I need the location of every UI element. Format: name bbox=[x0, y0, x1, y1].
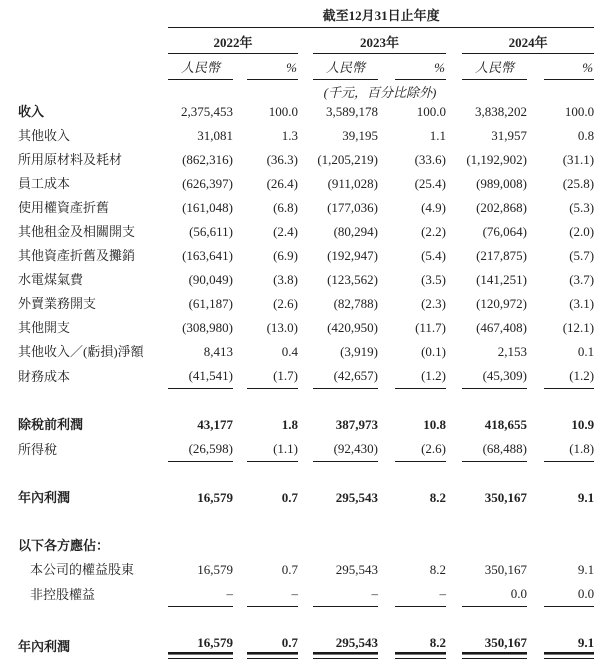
column-gap bbox=[378, 413, 395, 437]
cell-percent: 100.0 bbox=[268, 104, 298, 119]
row-label: 財務成本 bbox=[18, 368, 71, 384]
column-gap bbox=[378, 486, 395, 510]
group-gap bbox=[298, 437, 313, 462]
group-gap bbox=[446, 148, 462, 172]
column-gap bbox=[527, 316, 544, 340]
cell-amount: (92,430) bbox=[313, 437, 378, 462]
cell-amount: (82,788) bbox=[333, 296, 378, 311]
column-gap bbox=[378, 220, 395, 244]
cell-amount: (1,192,902) bbox=[466, 152, 527, 167]
cell-percent: 10.9 bbox=[571, 417, 595, 432]
column-gap bbox=[233, 220, 247, 244]
cell-percent: 9.1 bbox=[577, 562, 595, 577]
group-gap bbox=[446, 558, 462, 582]
cell-amount: 418,655 bbox=[484, 417, 527, 432]
cell-percent: (36.3) bbox=[266, 152, 298, 167]
cell-amount: – bbox=[168, 582, 233, 607]
section-spacer bbox=[18, 607, 594, 632]
cell-amount: 387,973 bbox=[335, 417, 378, 432]
cell-percent: 0.7 bbox=[247, 631, 298, 659]
cell-amount: 2,375,453 bbox=[181, 104, 233, 119]
column-gap bbox=[527, 437, 544, 462]
cell-amount: 2,153 bbox=[497, 344, 527, 359]
group-gap bbox=[298, 558, 313, 582]
group-gap bbox=[446, 124, 462, 148]
cell-percent: (6.9) bbox=[273, 248, 298, 263]
period-title: 截至12月31日止年度 bbox=[168, 8, 594, 28]
cell-percent bbox=[395, 534, 446, 558]
cell-amount: – bbox=[313, 582, 378, 607]
cell-percent: – bbox=[395, 582, 446, 607]
column-gap bbox=[233, 534, 247, 558]
cell-amount: 350,167 bbox=[484, 562, 527, 577]
cell-amount: (56,611) bbox=[189, 224, 233, 239]
group-gap bbox=[298, 196, 313, 220]
cell-amount: (1,205,219) bbox=[317, 152, 378, 167]
cell-amount: (141,251) bbox=[476, 272, 527, 287]
row-label: 使用權資產折舊 bbox=[18, 200, 110, 215]
column-gap bbox=[378, 148, 395, 172]
cell-amount: 16,579 bbox=[168, 631, 233, 659]
row-label: 其他收入／(虧損)淨額 bbox=[18, 344, 144, 359]
column-gap bbox=[378, 292, 395, 316]
column-gap bbox=[527, 100, 544, 124]
table-row bbox=[18, 534, 594, 558]
cell-amount: 295,543 bbox=[335, 490, 378, 505]
cell-amount: (41,541) bbox=[168, 364, 233, 389]
column-gap bbox=[527, 268, 544, 292]
cell-percent: 8.2 bbox=[429, 490, 446, 505]
group-gap bbox=[298, 486, 313, 510]
table-row bbox=[18, 268, 594, 292]
table-row bbox=[18, 124, 594, 148]
group-gap bbox=[298, 582, 313, 607]
column-gap bbox=[527, 364, 544, 389]
cell-percent: (26.4) bbox=[266, 176, 298, 191]
cell-percent: (0.1) bbox=[421, 344, 446, 359]
cell-percent bbox=[544, 534, 594, 558]
cell-amount: (163,641) bbox=[182, 248, 233, 263]
table-row bbox=[18, 220, 594, 244]
table-row bbox=[18, 413, 594, 437]
column-gap bbox=[378, 582, 395, 607]
cell-amount: (68,488) bbox=[462, 437, 527, 462]
column-gap bbox=[378, 437, 395, 462]
cell-percent: – bbox=[247, 582, 298, 607]
cell-percent: 1.3 bbox=[281, 128, 298, 143]
row-label: 其他資產折舊及攤銷 bbox=[18, 248, 136, 263]
table-row bbox=[18, 631, 594, 659]
cell-percent: (1.2) bbox=[395, 364, 446, 389]
column-gap bbox=[233, 100, 247, 124]
row-label: 非控股權益 bbox=[30, 586, 96, 602]
cell-amount: (80,294) bbox=[333, 224, 378, 239]
column-gap bbox=[233, 268, 247, 292]
cell-percent: (2.4) bbox=[273, 224, 298, 239]
column-gap bbox=[527, 148, 544, 172]
column-gap bbox=[233, 148, 247, 172]
section-spacer bbox=[18, 389, 594, 414]
cell-amount: 16,579 bbox=[197, 562, 233, 577]
column-gap bbox=[233, 631, 247, 659]
group-gap bbox=[446, 413, 462, 437]
group-gap bbox=[446, 631, 462, 659]
cell-percent: 8.2 bbox=[429, 562, 446, 577]
column-gap bbox=[233, 364, 247, 389]
percent-header: % bbox=[247, 54, 298, 80]
cell-percent: (1.1) bbox=[247, 437, 298, 462]
currency-header: 人民幣 bbox=[168, 54, 233, 80]
column-gap bbox=[233, 196, 247, 220]
cell-percent: (13.0) bbox=[266, 320, 298, 335]
row-label: 年內利潤 bbox=[18, 490, 71, 505]
column-gap bbox=[527, 558, 544, 582]
cell-percent: (11.7) bbox=[415, 320, 446, 335]
row-label: 以下各方應佔： bbox=[18, 538, 110, 553]
group-gap bbox=[446, 437, 462, 462]
cell-percent: (2.6) bbox=[395, 437, 446, 462]
column-gap bbox=[527, 196, 544, 220]
cell-percent: (3.7) bbox=[569, 272, 595, 287]
row-label: 外賣業務開支 bbox=[18, 296, 97, 311]
row-label: 其他租金及相關開支 bbox=[18, 224, 136, 239]
subheader-row bbox=[18, 54, 594, 80]
cell-amount: (3,919) bbox=[340, 344, 378, 359]
cell-amount: (161,048) bbox=[182, 200, 233, 215]
table-body bbox=[18, 100, 594, 659]
cell-amount: 3,838,202 bbox=[475, 104, 527, 119]
cell-amount: (42,657) bbox=[313, 364, 378, 389]
cell-amount: (61,187) bbox=[188, 296, 233, 311]
cell-percent: 100.0 bbox=[564, 104, 595, 119]
cell-percent: (5.3) bbox=[569, 200, 595, 215]
table-row bbox=[18, 172, 594, 196]
group-gap bbox=[446, 340, 462, 364]
cell-amount: 295,543 bbox=[335, 562, 378, 577]
cell-percent: (1.7) bbox=[247, 364, 298, 389]
column-gap bbox=[378, 100, 395, 124]
cell-percent: (3.1) bbox=[569, 296, 595, 311]
cell-percent: 9.1 bbox=[544, 631, 594, 659]
column-gap bbox=[527, 582, 544, 607]
cell-amount: 39,195 bbox=[342, 128, 378, 143]
group-gap bbox=[446, 316, 462, 340]
column-gap bbox=[527, 340, 544, 364]
cell-amount: 350,167 bbox=[462, 631, 527, 659]
column-gap bbox=[378, 340, 395, 364]
group-gap bbox=[298, 340, 313, 364]
column-gap bbox=[233, 292, 247, 316]
cell-amount: (911,028) bbox=[327, 176, 378, 191]
cell-amount: (177,036) bbox=[327, 200, 378, 215]
currency-header: 人民幣 bbox=[313, 54, 378, 80]
group-gap bbox=[298, 631, 313, 659]
section-spacer bbox=[18, 510, 594, 534]
table-row bbox=[18, 558, 594, 582]
cell-amount: (26,598) bbox=[168, 437, 233, 462]
row-label: 其他收入 bbox=[18, 128, 71, 143]
cell-amount: (862,316) bbox=[182, 152, 233, 167]
table-row bbox=[18, 292, 594, 316]
cell-percent: 0.4 bbox=[281, 344, 298, 359]
group-gap bbox=[446, 244, 462, 268]
cell-percent: (6.8) bbox=[273, 200, 298, 215]
financial-table bbox=[18, 8, 594, 659]
group-gap bbox=[298, 220, 313, 244]
percent-header: % bbox=[395, 54, 446, 80]
group-gap bbox=[298, 316, 313, 340]
group-gap bbox=[446, 534, 462, 558]
row-label: 員工成本 bbox=[18, 176, 71, 191]
group-gap bbox=[298, 148, 313, 172]
cell-percent: (31.1) bbox=[562, 152, 595, 167]
column-gap bbox=[378, 534, 395, 558]
cell-amount: 31,957 bbox=[491, 128, 527, 143]
column-gap bbox=[233, 316, 247, 340]
cell-amount: (120,972) bbox=[476, 296, 527, 311]
row-label: 所得稅 bbox=[18, 441, 58, 457]
group-gap bbox=[446, 364, 462, 389]
unit-note-row bbox=[18, 80, 594, 101]
column-gap bbox=[527, 486, 544, 510]
cell-amount: (308,980) bbox=[182, 320, 233, 335]
table-row bbox=[18, 244, 594, 268]
unit-note: (千元，百分比除外) bbox=[323, 85, 437, 100]
table-row bbox=[18, 340, 594, 364]
cell-percent: (25.8) bbox=[562, 176, 595, 191]
column-gap bbox=[527, 172, 544, 196]
group-gap bbox=[298, 364, 313, 389]
row-label: 收入 bbox=[18, 104, 45, 119]
table-row bbox=[18, 100, 594, 124]
column-gap bbox=[378, 631, 395, 659]
cell-amount: (467,408) bbox=[476, 320, 527, 335]
table-row bbox=[18, 437, 594, 462]
column-gap bbox=[233, 486, 247, 510]
cell-percent: (5.4) bbox=[421, 248, 446, 263]
cell-percent: (2.3) bbox=[421, 296, 446, 311]
cell-amount: (76,064) bbox=[482, 224, 527, 239]
cell-percent: (5.7) bbox=[569, 248, 595, 263]
cell-percent: (3.8) bbox=[273, 272, 298, 287]
column-gap bbox=[233, 244, 247, 268]
group-gap bbox=[446, 100, 462, 124]
cell-amount bbox=[462, 534, 527, 558]
table-row bbox=[18, 486, 594, 510]
period-title-row bbox=[18, 8, 594, 28]
column-gap bbox=[527, 220, 544, 244]
cell-amount: 31,081 bbox=[197, 128, 233, 143]
row-label: 年內利潤 bbox=[18, 638, 71, 654]
row-label: 所用原材料及耗材 bbox=[18, 152, 123, 167]
table-row bbox=[18, 582, 594, 607]
group-gap bbox=[298, 100, 313, 124]
percent-header: % bbox=[544, 54, 594, 80]
column-gap bbox=[233, 582, 247, 607]
cell-percent bbox=[247, 534, 298, 558]
group-gap bbox=[446, 172, 462, 196]
table-row bbox=[18, 316, 594, 340]
cell-percent: 8.2 bbox=[395, 631, 446, 659]
group-gap bbox=[446, 196, 462, 220]
group-gap bbox=[298, 292, 313, 316]
cell-percent: 0.0 bbox=[544, 582, 594, 607]
column-gap bbox=[378, 364, 395, 389]
group-gap bbox=[298, 413, 313, 437]
cell-percent: (1.2) bbox=[544, 364, 594, 389]
cell-percent: (4.9) bbox=[421, 200, 446, 215]
column-gap bbox=[378, 244, 395, 268]
section-spacer bbox=[18, 462, 594, 487]
cell-amount: 350,167 bbox=[484, 490, 527, 505]
row-label: 本公司的權益股東 bbox=[30, 562, 135, 577]
column-gap bbox=[378, 268, 395, 292]
group-gap bbox=[298, 534, 313, 558]
cell-percent: 100.0 bbox=[416, 104, 446, 119]
cell-amount: 0.0 bbox=[462, 582, 527, 607]
cell-percent: 1.1 bbox=[429, 128, 446, 143]
column-gap bbox=[527, 124, 544, 148]
cell-percent: (12.1) bbox=[562, 320, 595, 335]
table-header bbox=[18, 8, 594, 100]
cell-amount: (202,868) bbox=[476, 200, 527, 215]
group-gap bbox=[446, 268, 462, 292]
column-gap bbox=[233, 172, 247, 196]
year-header-row bbox=[18, 28, 594, 54]
table-row bbox=[18, 196, 594, 220]
cell-percent: (33.6) bbox=[414, 152, 446, 167]
group-gap bbox=[298, 244, 313, 268]
year-2023: 2023年 bbox=[313, 28, 446, 54]
group-gap bbox=[446, 292, 462, 316]
group-gap bbox=[298, 124, 313, 148]
cell-amount: (420,950) bbox=[327, 320, 378, 335]
cell-amount bbox=[168, 534, 233, 558]
group-gap bbox=[446, 486, 462, 510]
currency-header: 人民幣 bbox=[462, 54, 527, 80]
column-gap bbox=[233, 124, 247, 148]
cell-percent: 10.8 bbox=[423, 417, 446, 432]
cell-amount: (123,562) bbox=[327, 272, 378, 287]
cell-percent: 0.8 bbox=[577, 128, 595, 143]
cell-percent: 0.7 bbox=[281, 562, 298, 577]
column-gap bbox=[378, 172, 395, 196]
cell-percent: (2.0) bbox=[569, 224, 595, 239]
cell-percent: (3.5) bbox=[421, 272, 446, 287]
group-gap bbox=[446, 582, 462, 607]
cell-amount: 3,589,178 bbox=[326, 104, 378, 119]
cell-amount: (90,049) bbox=[188, 272, 233, 287]
column-gap bbox=[233, 558, 247, 582]
group-gap bbox=[298, 172, 313, 196]
cell-percent: 9.1 bbox=[577, 490, 595, 505]
cell-amount: 43,177 bbox=[197, 417, 233, 432]
column-gap bbox=[233, 413, 247, 437]
row-label: 除稅前利潤 bbox=[18, 417, 84, 432]
column-gap bbox=[378, 196, 395, 220]
group-gap bbox=[446, 220, 462, 244]
cell-percent: (1.8) bbox=[544, 437, 594, 462]
cell-amount: 16,579 bbox=[197, 490, 233, 505]
column-gap bbox=[233, 340, 247, 364]
cell-percent: 1.8 bbox=[281, 417, 298, 432]
cell-amount: (989,008) bbox=[476, 176, 527, 191]
cell-percent: 0.1 bbox=[577, 344, 595, 359]
cell-percent: (25.4) bbox=[414, 176, 446, 191]
column-gap bbox=[378, 558, 395, 582]
cell-amount: 295,543 bbox=[313, 631, 378, 659]
row-label: 水電煤氣費 bbox=[18, 272, 84, 287]
cell-amount: 8,413 bbox=[203, 344, 233, 359]
cell-percent: (2.2) bbox=[421, 224, 446, 239]
table-row bbox=[18, 148, 594, 172]
column-gap bbox=[527, 292, 544, 316]
column-gap bbox=[233, 437, 247, 462]
column-gap bbox=[378, 124, 395, 148]
row-label: 其他開支 bbox=[18, 320, 71, 335]
year-2024: 2024年 bbox=[462, 28, 594, 54]
cell-amount: (626,397) bbox=[182, 176, 233, 191]
cell-amount: (45,309) bbox=[462, 364, 527, 389]
column-gap bbox=[527, 534, 544, 558]
group-gap bbox=[298, 268, 313, 292]
column-gap bbox=[527, 413, 544, 437]
year-2022: 2022年 bbox=[168, 28, 298, 54]
cell-amount bbox=[313, 534, 378, 558]
cell-amount: (192,947) bbox=[327, 248, 378, 263]
cell-percent: (2.6) bbox=[273, 296, 298, 311]
cell-percent: 0.7 bbox=[281, 490, 298, 505]
column-gap bbox=[527, 631, 544, 659]
table-row bbox=[18, 364, 594, 389]
cell-amount: (217,875) bbox=[476, 248, 527, 263]
column-gap bbox=[527, 244, 544, 268]
column-gap bbox=[378, 316, 395, 340]
